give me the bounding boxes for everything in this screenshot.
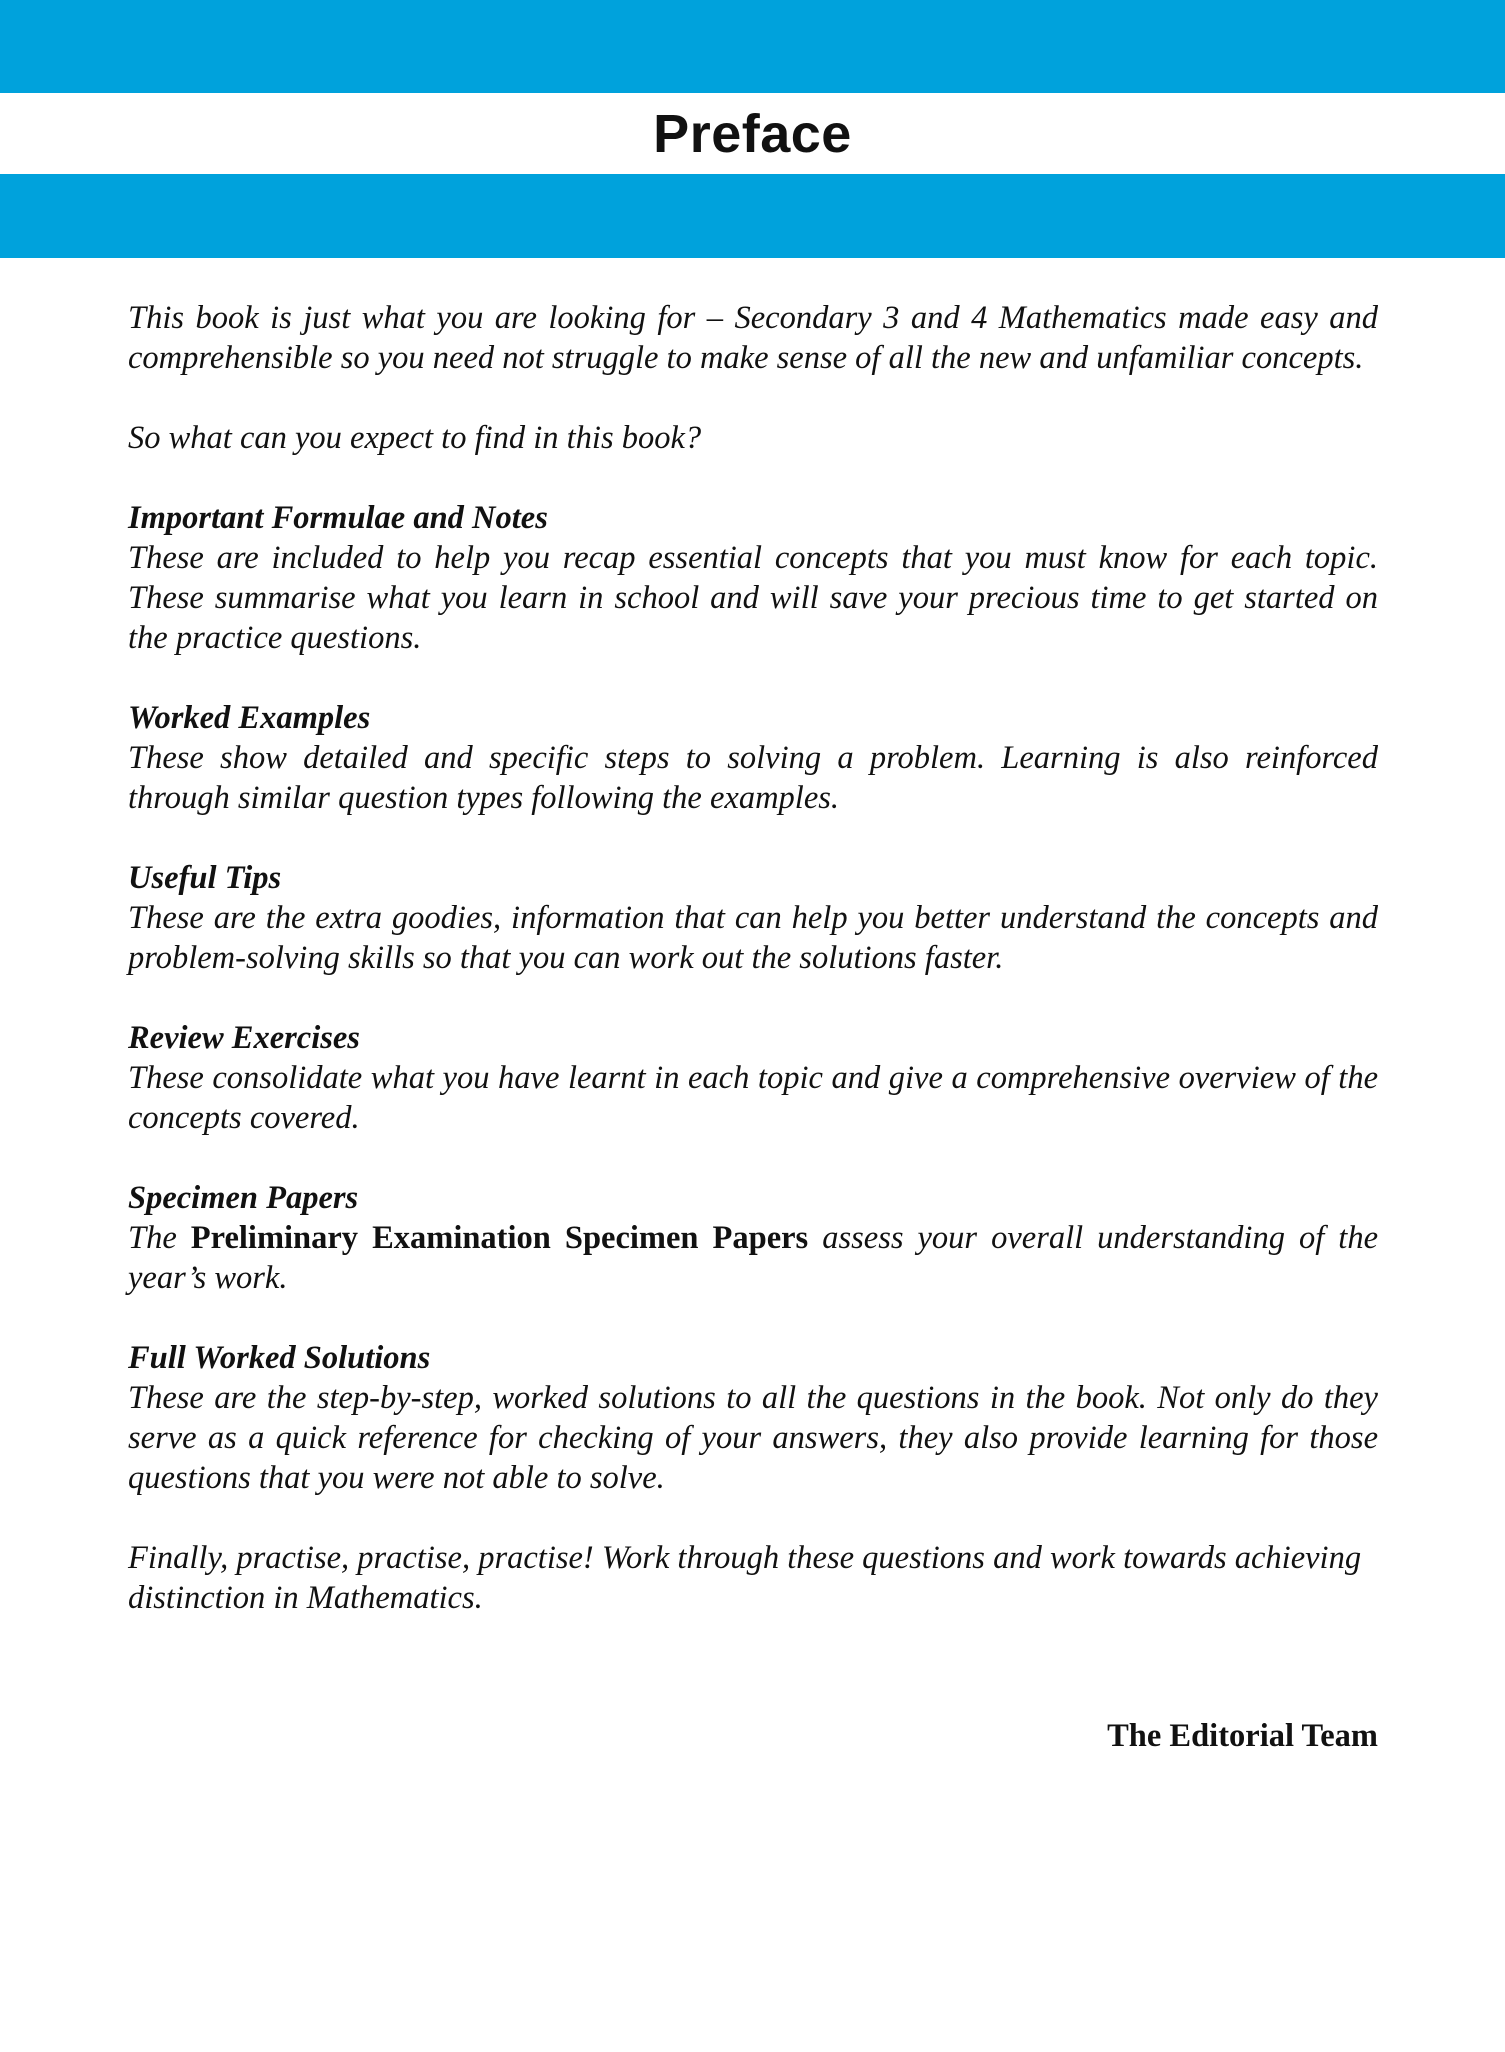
section-body xyxy=(128,1218,1378,1298)
signature: The Editorial Team xyxy=(1107,1718,1378,1754)
bottom-color-band xyxy=(0,174,1505,258)
intro-paragraph: This book is just what you are looking for – Secondary 3 and 4 Mathematics made easy and comprehensible so you need not struggle to make sense of all the new and unfamiliar concepts. xyxy=(128,300,1378,376)
section-heading: Full Worked Solutions xyxy=(128,1340,431,1376)
section-body: These are the step-by-step, worked solutions to all the questions in the book. Not only do they serve as a quick reference for checking of your answers, they also provide learning for those questions that you were not able to solve. xyxy=(128,1380,1378,1496)
body-prefix: The xyxy=(128,1220,177,1256)
page-title: Preface xyxy=(653,103,852,164)
top-color-band xyxy=(0,0,1505,93)
section-heading: Useful Tips xyxy=(128,860,282,896)
body-emphasis: Preliminary Examination Specimen Papers xyxy=(190,1220,809,1256)
section-body: These are the extra goodies, information that can help you better understand the concepts and problem-solving skills so that you can work out the solutions faster. xyxy=(128,900,1378,976)
section-review-exercises xyxy=(128,1018,1378,1138)
section-heading: Review Exercises xyxy=(128,1020,360,1056)
section-full-worked-solutions xyxy=(128,1338,1378,1498)
section-heading: Important Formulae and Notes xyxy=(128,500,548,536)
body-suffix: assess your overall understanding of the year’s work. xyxy=(128,1220,1378,1296)
section-formulae-notes xyxy=(128,498,1378,658)
section-useful-tips xyxy=(128,858,1378,978)
section-specimen-papers xyxy=(128,1178,1378,1298)
preface-body xyxy=(128,298,1378,1658)
closing-paragraph: Finally, practise, practise, practise! Work through these questions and work towards achieving distinction in Mathematics. xyxy=(128,1540,1362,1616)
section-heading: Specimen Papers xyxy=(128,1180,359,1216)
section-heading: Worked Examples xyxy=(128,700,371,736)
section-body: These show detailed and specific steps to solving a problem. Learning is also reinforced through similar question types following the examples. xyxy=(128,740,1378,816)
section-body: These are included to help you recap essential concepts that you must know for each topic. These summarise what you learn in school and will save your precious time to get started on the practice questions. xyxy=(128,540,1378,656)
section-body: These consolidate what you have learnt in each topic and give a comprehensive overview of the concepts covered. xyxy=(128,1060,1378,1136)
section-worked-examples xyxy=(128,698,1378,818)
intro-question: So what can you expect to find in this book? xyxy=(128,420,702,456)
